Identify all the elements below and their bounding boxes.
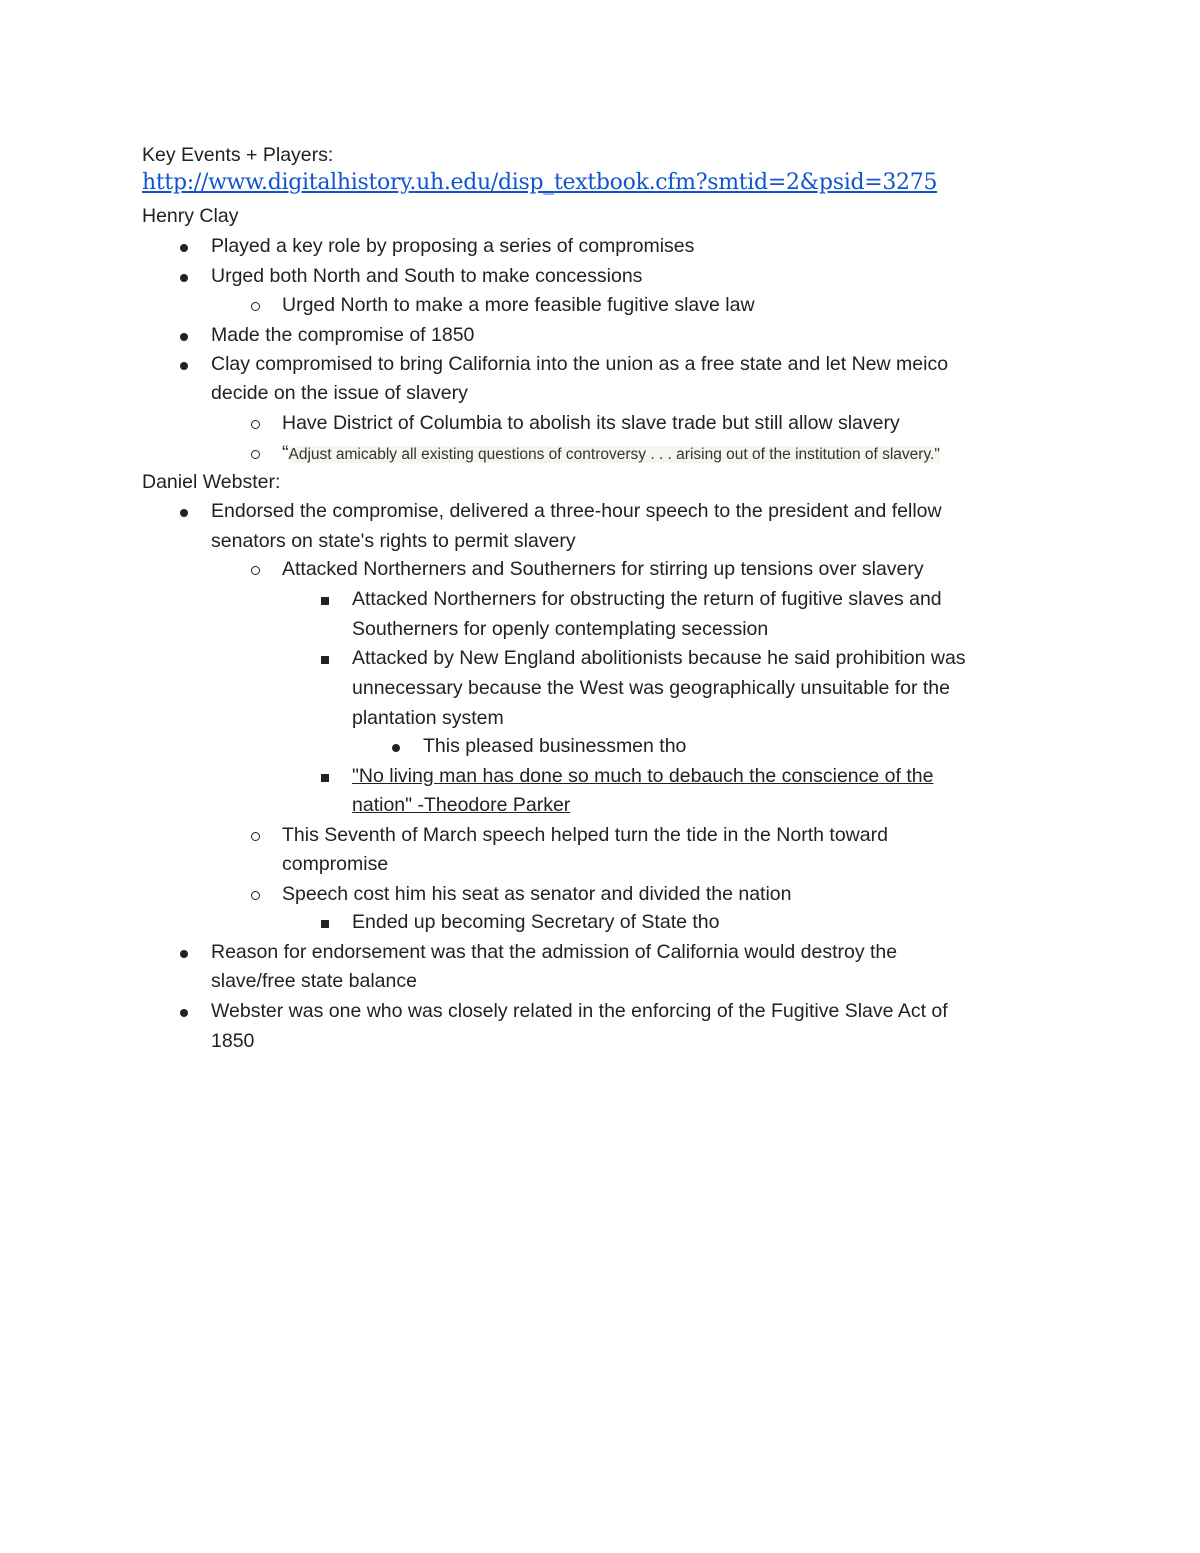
underlined-quote-text: nation" -Theodore Parker <box>352 794 571 816</box>
list-item-text: Ended up becoming Secretary of State tho <box>352 911 720 933</box>
disc-bullet-icon <box>172 323 196 347</box>
disc-bullet-icon <box>172 999 196 1023</box>
circle-bullet-icon <box>243 557 267 581</box>
list-item-text: unnecessary because the West was geographically unsuitable for the <box>352 677 950 699</box>
circle-bullet-icon <box>243 441 267 465</box>
list-item-text: This pleased businessmen tho <box>423 735 687 757</box>
circle-bullet-icon <box>243 823 267 847</box>
square-bullet-icon <box>313 764 337 788</box>
source-link[interactable]: http://www.digitalhistory.uh.edu/disp_textbook.cfm?smtid=2&psid=3275 <box>142 170 938 195</box>
disc-bullet-icon <box>172 264 196 288</box>
list-item-text: Urged both North and South to make concessions <box>211 265 643 287</box>
list-item-text: Endorsed the compromise, delivered a three-hour speech to the president and fellow <box>211 500 942 522</box>
disc-bullet-icon <box>384 734 408 758</box>
list-item-text: 1850 <box>211 1030 255 1052</box>
list-item-text: Made the compromise of 1850 <box>211 324 475 346</box>
circle-bullet-icon <box>243 882 267 906</box>
circle-bullet-icon <box>243 411 267 435</box>
disc-bullet-icon <box>172 940 196 964</box>
square-bullet-icon <box>313 910 337 934</box>
square-bullet-icon <box>313 587 337 611</box>
list-item-text: Speech cost him his seat as senator and divided the nation <box>282 883 792 905</box>
square-bullet-icon <box>313 646 337 670</box>
list-item-text: Attacked Northerners for obstructing the return of fugitive slaves and <box>352 588 942 610</box>
list-item-text: Urged North to make a more feasible fugitive slave law <box>282 294 755 316</box>
section-heading-daniel-webster: Daniel Webster: <box>142 471 281 493</box>
disc-bullet-icon <box>172 352 196 376</box>
disc-bullet-icon <box>172 234 196 258</box>
open-quote: “ <box>282 442 289 464</box>
list-item-text: Attacked by New England abolitionists because he said prohibition was <box>352 647 966 669</box>
list-item-text: Have District of Columbia to abolish its slave trade but still allow slavery <box>282 412 900 434</box>
underlined-quote-text: "No living man has done so much to debauch the conscience of the <box>352 765 934 787</box>
list-item-text: Reason for endorsement was that the admission of California would destroy the <box>211 941 898 963</box>
list-item-text: senators on state's rights to permit slavery <box>211 530 576 552</box>
list-item-text: compromise <box>282 853 389 875</box>
list-item-text: Played a key role by proposing a series of compromises <box>211 235 695 257</box>
list-item-text: This Seventh of March speech helped turn the tide in the North toward <box>282 824 888 846</box>
circle-bullet-icon <box>243 293 267 317</box>
quote-text <box>282 441 940 467</box>
page-heading: Key Events + Players: <box>142 144 334 166</box>
list-item-text: decide on the issue of slavery <box>211 382 468 404</box>
quote-highlight: Adjust amicably all existing questions of controversy . . . arising out of the institution of slavery." <box>288 446 940 463</box>
list-item-text: plantation system <box>352 707 504 729</box>
disc-bullet-icon <box>172 499 196 523</box>
list-item-text: Clay compromised to bring California into the union as a free state and let New meico <box>211 353 949 375</box>
list-item-text: Webster was one who was closely related in the enforcing of the Fugitive Slave Act of <box>211 1000 948 1022</box>
section-heading-henry-clay: Henry Clay <box>142 205 239 227</box>
list-item-text: slave/free state balance <box>211 970 417 992</box>
list-item-text: Attacked Northerners and Southerners for stirring up tensions over slavery <box>282 558 924 580</box>
list-item-text: Southerners for openly contemplating secession <box>352 618 769 640</box>
